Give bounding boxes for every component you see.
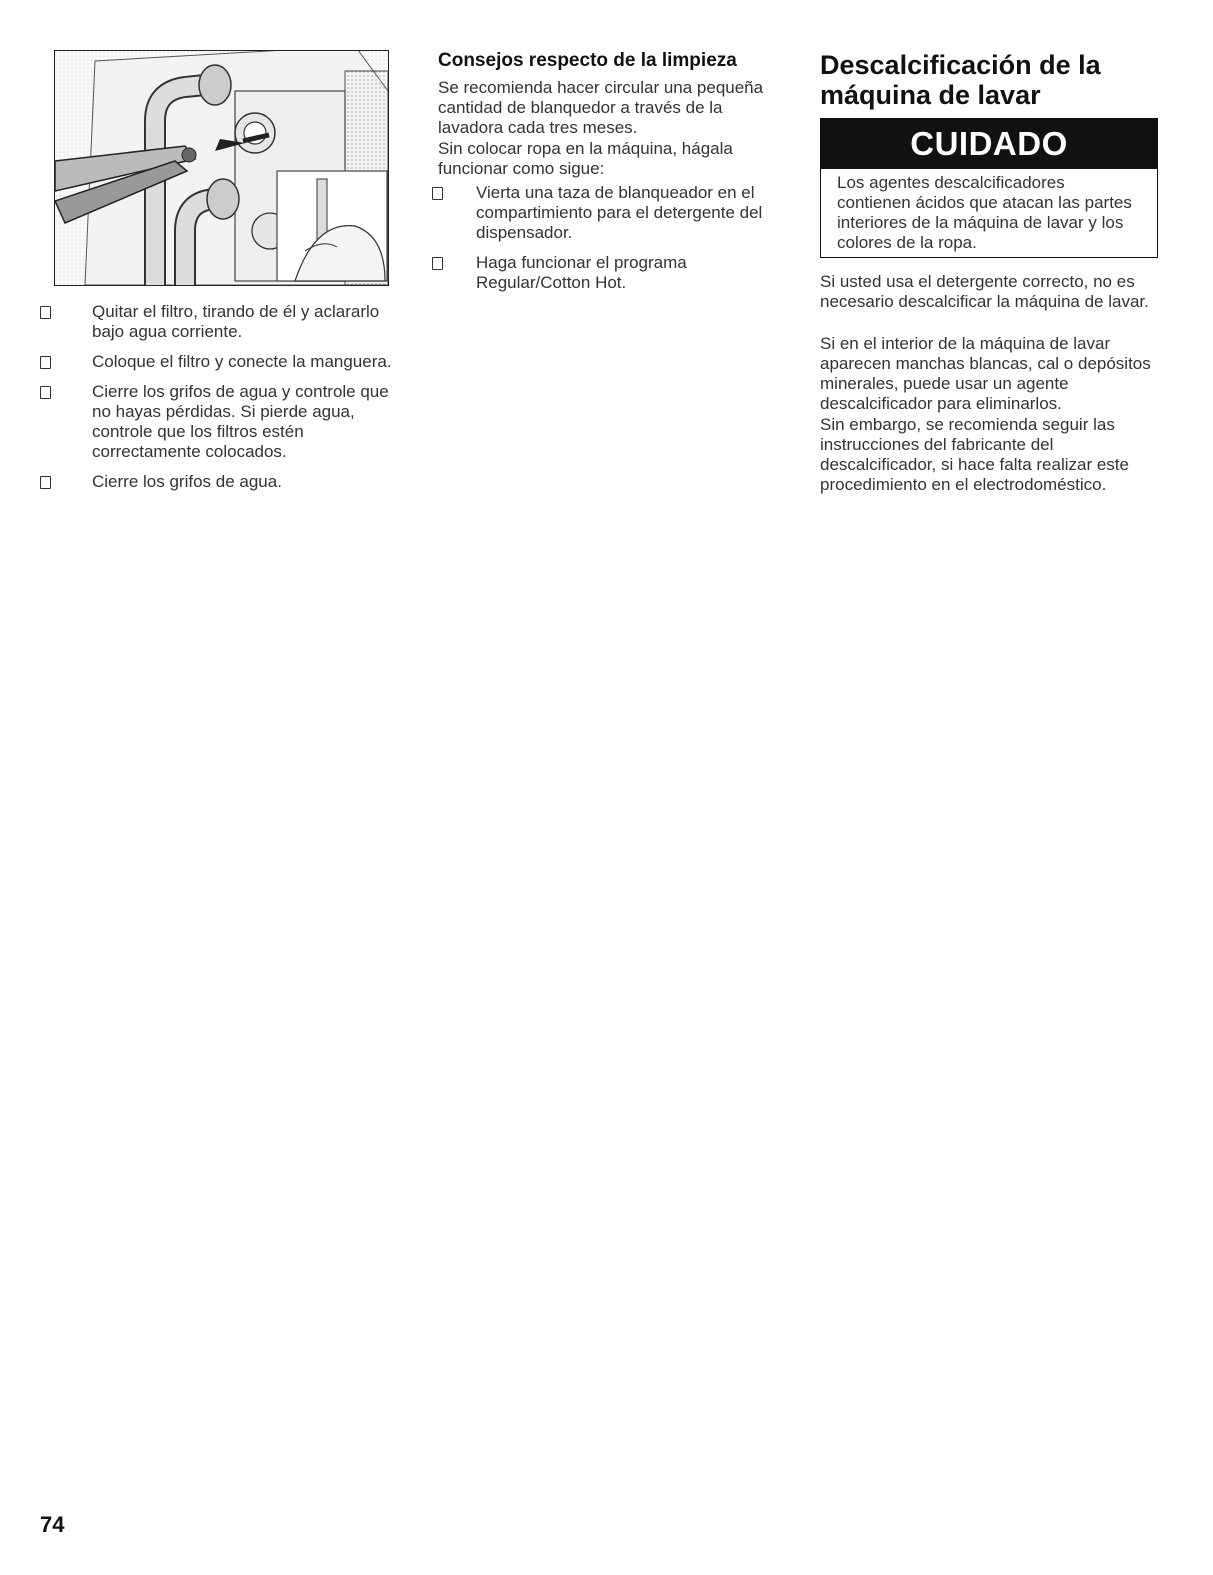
- cleaning-tips-heading: Consejos respecto de la limpieza: [438, 50, 737, 71]
- list-item: Cierre los grifos de agua y controle que no hayas pérdidas. Si pierde agua, controle que los filtros estén correctamente colocados.: [36, 382, 396, 462]
- page-number: 74: [40, 1512, 65, 1537]
- caution-box: [820, 118, 1158, 258]
- descaling-paragraph-3: Sin embargo, se recomienda seguir las instrucciones del fabricante del descalcificador, si hace falta realizar este procedimiento en el electrodoméstico.: [820, 415, 1129, 494]
- descaling-paragraph-2: Si en el interior de la máquina de lavar aparecen manchas blancas, cal o depósitos minerales, puede usar un agente descalcificador para eliminarlos.: [820, 334, 1151, 413]
- list-item: Coloque el filtro y conecte la manguera.: [36, 352, 396, 372]
- caution-title: CUIDADO: [821, 119, 1157, 169]
- list-item: Quitar el filtro, tirando de él y aclararlo bajo agua corriente.: [36, 302, 396, 342]
- rinse-filter-steps: [36, 302, 396, 502]
- bleach-steps: [428, 183, 788, 303]
- checkbox-icon: [40, 306, 51, 319]
- checkbox-icon: [432, 257, 443, 270]
- list-item: Haga funcionar el programa Regular/Cotton Hot.: [428, 253, 788, 293]
- checkbox-icon: [40, 386, 51, 399]
- checkbox-icon: [40, 476, 51, 489]
- descaling-paragraph-1: Si usted usa el detergente correcto, no es necesario descalcificar la máquina de lavar.: [820, 272, 1149, 311]
- list-item: Vierta una taza de blanqueador en el compartimiento para el detergente del dispensador.: [428, 183, 788, 243]
- descaling-heading: Descalcificación de la máquina de lavar: [820, 50, 1101, 110]
- filter-removal-illustration: [54, 50, 389, 286]
- cleaning-tips-paragraph: Se recomienda hacer circular una pequeña cantidad de blanquedor a través de la lavadora cada tres meses.: [438, 78, 764, 137]
- cleaning-tips-instructions: Sin colocar ropa en la máquina, hágala funcionar como sigue:: [438, 139, 733, 178]
- list-item: Cierre los grifos de agua.: [36, 472, 396, 492]
- checkbox-icon: [40, 356, 51, 369]
- checkbox-icon: [432, 187, 443, 200]
- caution-text: Los agentes descalcificadores contienen ácidos que atacan las partes interiores de la máquina de lavar y los colores de la ropa.: [837, 173, 1132, 252]
